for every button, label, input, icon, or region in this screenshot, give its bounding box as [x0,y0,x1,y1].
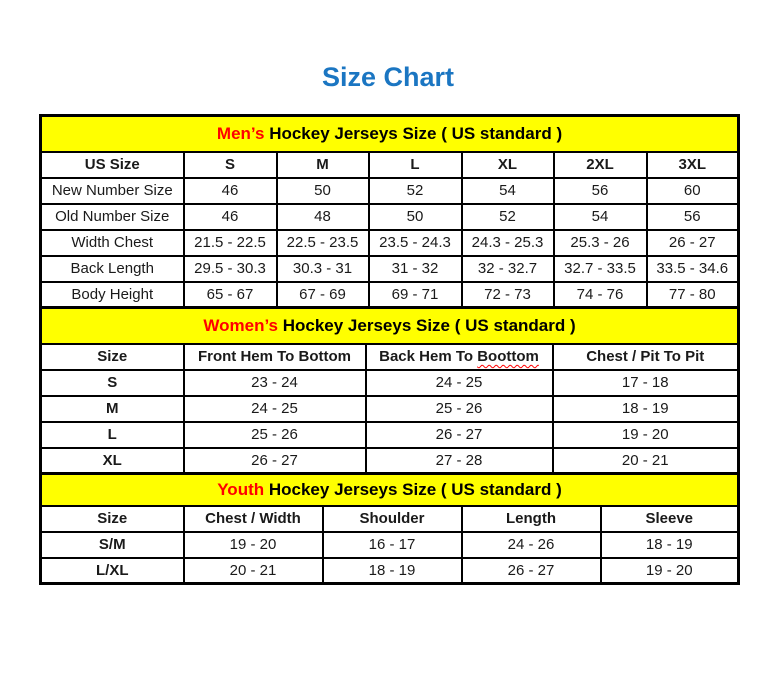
column-header: US Size [41,152,184,178]
size-value-cell: 26 - 27 [647,230,739,256]
row-label: Back Length [41,256,184,282]
size-value-cell: 69 - 71 [369,282,462,308]
size-value-cell: 29.5 - 30.3 [184,256,277,282]
size-value-cell: 25 - 26 [184,422,366,448]
size-value-cell: 60 [647,178,739,204]
table-row [41,178,739,204]
women-size-table [39,306,740,475]
table-row [41,422,739,448]
column-header: 2XL [554,152,647,178]
row-label: S [41,370,184,396]
size-value-cell: 22.5 - 23.5 [277,230,369,256]
size-value-cell: 20 - 21 [184,558,323,584]
women-caption-highlight: Women’s [203,315,278,335]
men-caption-highlight: Men’s [216,123,265,143]
size-value-cell: 21.5 - 22.5 [184,230,277,256]
size-value-cell: 24 - 25 [366,370,553,396]
table-row [41,396,739,422]
size-value-cell: 54 [462,178,554,204]
column-header [366,344,553,370]
size-value-cell: 25.3 - 26 [554,230,647,256]
table-row [41,308,739,344]
size-value-cell: 74 - 76 [554,282,647,308]
size-value-cell: 27 - 28 [366,448,553,474]
size-value-cell: 25 - 26 [366,396,553,422]
women-table-caption [41,308,739,344]
column-header: XL [462,152,554,178]
row-label: S/M [41,532,184,558]
size-value-cell: 19 - 20 [184,532,323,558]
size-value-cell: 17 - 18 [553,370,739,396]
column-header: Front Hem To Bottom [184,344,366,370]
size-value-cell: 24 - 25 [184,396,366,422]
column-header: L [369,152,462,178]
size-value-cell: 26 - 27 [462,558,601,584]
size-value-cell: 32 - 32.7 [462,256,554,282]
size-value-cell: 30.3 - 31 [277,256,369,282]
table-row [41,204,739,230]
men-size-table [39,114,740,309]
table-row [41,116,739,152]
size-value-cell: 18 - 19 [553,396,739,422]
size-value-cell: 24.3 - 25.3 [462,230,554,256]
column-header: Size [41,344,184,370]
misspelled-word: Boottom [477,348,539,365]
table-row [41,558,739,584]
column-header: S [184,152,277,178]
row-label: Old Number Size [41,204,184,230]
size-value-cell: 56 [647,204,739,230]
column-header: Chest / Width [184,506,323,532]
size-value-cell: 50 [369,204,462,230]
row-label: Body Height [41,282,184,308]
size-value-cell: 16 - 17 [323,532,462,558]
table-row [41,448,739,474]
page-title: Size Chart [321,62,455,92]
column-header: Chest / Pit To Pit [553,344,739,370]
size-value-cell: 32.7 - 33.5 [554,256,647,282]
row-label: XL [41,448,184,474]
men-table-caption [41,116,739,152]
table-row [41,474,739,506]
size-value-cell: 52 [462,204,554,230]
size-value-cell: 18 - 19 [323,558,462,584]
table-row [41,344,739,370]
column-header: Shoulder [323,506,462,532]
size-value-cell: 26 - 27 [184,448,366,474]
row-label: M [41,396,184,422]
size-value-cell: 50 [277,178,369,204]
column-header: Size [41,506,184,532]
size-value-cell: 67 - 69 [277,282,369,308]
table-row [41,532,739,558]
table-row [41,256,739,282]
column-header: Sleeve [601,506,739,532]
table-row [41,282,739,308]
row-label: L/XL [41,558,184,584]
size-value-cell: 77 - 80 [647,282,739,308]
size-value-cell: 18 - 19 [601,532,739,558]
row-label: New Number Size [41,178,184,204]
row-label: Width Chest [41,230,184,256]
table-row [41,230,739,256]
youth-caption-highlight: Youth [217,479,265,499]
column-header-text: Back Hem To [379,348,478,365]
youth-table-caption [41,474,739,506]
size-value-cell: 23 - 24 [184,370,366,396]
size-value-cell: 72 - 73 [462,282,554,308]
size-value-cell: 46 [184,204,277,230]
size-value-cell: 33.5 - 34.6 [647,256,739,282]
size-value-cell: 56 [554,178,647,204]
column-header: Length [462,506,601,532]
size-value-cell: 65 - 67 [184,282,277,308]
column-header: 3XL [647,152,739,178]
size-value-cell: 31 - 32 [369,256,462,282]
row-label: L [41,422,184,448]
women-caption-rest: Hockey Jerseys Size ( US standard ) [278,315,576,335]
men-caption-rest: Hockey Jerseys Size ( US standard ) [264,123,563,143]
table-row [41,506,739,532]
size-value-cell: 19 - 20 [553,422,739,448]
size-value-cell: 19 - 20 [601,558,739,584]
size-chart-tables [39,114,737,585]
size-value-cell: 52 [369,178,462,204]
size-value-cell: 23.5 - 24.3 [369,230,462,256]
size-value-cell: 48 [277,204,369,230]
size-value-cell: 26 - 27 [366,422,553,448]
size-value-cell: 54 [554,204,647,230]
table-row [41,152,739,178]
size-value-cell: 20 - 21 [553,448,739,474]
column-header: M [277,152,369,178]
size-value-cell: 46 [184,178,277,204]
size-value-cell: 24 - 26 [462,532,601,558]
table-row [41,370,739,396]
youth-size-table [39,472,740,585]
youth-caption-rest: Hockey Jerseys Size ( US standard ) [264,479,562,499]
